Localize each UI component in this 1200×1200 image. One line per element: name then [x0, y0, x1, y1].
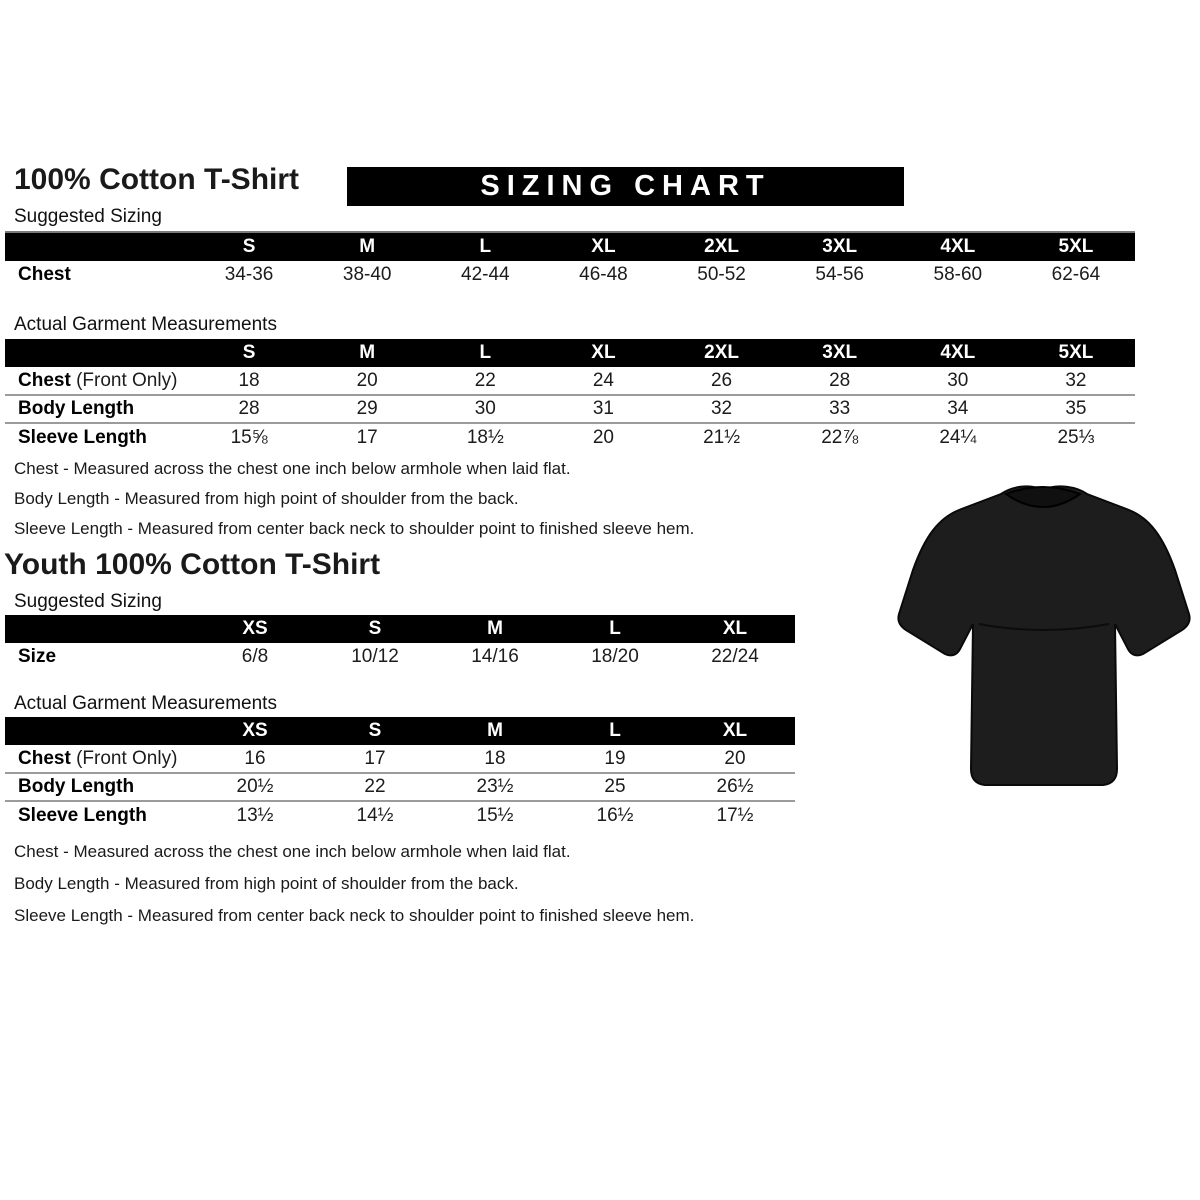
- column-header-3xl: 3XL: [781, 339, 899, 367]
- column-header-4xl: 4XL: [899, 233, 1017, 261]
- table-row: [5, 773, 795, 801]
- column-header-l: L: [555, 615, 675, 643]
- column-header-s: S: [190, 233, 308, 261]
- column-header-s: S: [190, 339, 308, 367]
- table-cell: 21½: [703, 426, 741, 448]
- table-cell: 46-48: [579, 264, 628, 285]
- column-header-xs: XS: [195, 615, 315, 643]
- table-cell: 18: [484, 747, 506, 769]
- table-cell: 13½: [236, 804, 274, 826]
- table-cell: 15½: [476, 804, 514, 826]
- column-header-xl: XL: [675, 615, 795, 643]
- table-cell: 19: [604, 747, 626, 769]
- table-cell: 18½: [466, 426, 504, 448]
- column-header-5xl: 5XL: [1017, 233, 1135, 261]
- measurement-note: Sleeve Length - Measured from center back neck to shoulder point to finished sleeve hem.: [14, 519, 695, 538]
- header-spacer: [5, 615, 195, 643]
- table-cell: 10/12: [351, 646, 399, 667]
- column-header-xs: XS: [195, 717, 315, 745]
- column-header-xl: XL: [544, 339, 662, 367]
- table-cell: 22: [474, 369, 496, 391]
- row-label: Chest (Front Only): [18, 369, 178, 391]
- table-cell: 16: [244, 747, 266, 769]
- sizing-chart-banner: [347, 167, 904, 206]
- table-cell: 28: [238, 398, 260, 419]
- table-cell: 15⅝: [230, 426, 268, 448]
- tshirt-body-shape: [898, 486, 1189, 785]
- table-row: [5, 261, 1135, 289]
- table-cell: 24¼: [939, 426, 977, 448]
- black-tshirt-image: [893, 468, 1193, 820]
- table-cell: 23½: [476, 776, 514, 797]
- tshirt-photo: [893, 468, 1193, 820]
- table-cell: 50-52: [697, 264, 746, 285]
- table-cell: 35: [1065, 398, 1087, 419]
- table-cell: 25⅓: [1057, 426, 1095, 448]
- table-row: [5, 745, 795, 773]
- table-cell: 26½: [716, 776, 754, 797]
- table-cell: 26: [710, 369, 733, 391]
- youth-actual-measurements-label: Actual Garment Measurements: [5, 693, 795, 720]
- column-header-2xl: 2XL: [663, 233, 781, 261]
- table-cell: 22/24: [711, 646, 759, 667]
- row-label: Body Length: [18, 398, 135, 419]
- table-cell: 14/16: [471, 646, 519, 667]
- page-title: 100% Cotton T-Shirt: [14, 163, 300, 196]
- table-cell: 24: [592, 369, 614, 391]
- measurement-note: Sleeve Length - Measured from center back neck to shoulder point to finished sleeve hem.: [14, 906, 695, 925]
- table-cell: 14½: [356, 804, 394, 826]
- table-cell: 22: [364, 776, 386, 797]
- table-cell: 31: [592, 398, 614, 419]
- header-spacer: [5, 339, 190, 367]
- header-row: [5, 717, 795, 745]
- header-row: [5, 233, 1135, 261]
- table-row: [5, 643, 795, 671]
- table-cell: 20: [356, 369, 378, 391]
- column-header-xl: XL: [544, 233, 662, 261]
- table-cell: 42-44: [461, 264, 510, 285]
- youth-suggested-sizing-label: Suggested Sizing: [5, 591, 795, 618]
- table-cell: 17: [364, 747, 386, 769]
- table-cell: 25: [604, 776, 626, 797]
- table-cell: 18: [238, 369, 260, 391]
- adult-actual-measurements-label: Actual Garment Measurements: [5, 314, 1135, 341]
- sizing-chart-banner-text: SIZING CHART: [480, 170, 771, 202]
- adult-measurement-notes: [14, 459, 694, 549]
- adult-suggested-sizing-table: [5, 233, 1135, 289]
- table-cell: 54-56: [815, 264, 864, 285]
- table-cell: 16½: [596, 804, 634, 826]
- column-header-l: L: [426, 233, 544, 261]
- table-cell: 29: [356, 398, 378, 419]
- row-label-suffix: (Front Only): [70, 369, 178, 391]
- table-cell: 28: [829, 369, 851, 391]
- table-cell: 20½: [236, 776, 274, 797]
- column-header-l: L: [426, 339, 544, 367]
- table-cell: 34-36: [224, 264, 274, 285]
- column-header-m: M: [308, 339, 426, 367]
- youth-title: Youth 100% Cotton T-Shirt: [4, 548, 381, 581]
- adult-suggested-sizing-label: Suggested Sizing: [5, 206, 1135, 233]
- adult-actual-measurements-table: [5, 339, 1135, 451]
- measurement-note: Body Length - Measured from high point of shoulder from the back.: [14, 874, 519, 893]
- column-header-xl: XL: [675, 717, 795, 745]
- row-label: Body Length: [18, 776, 135, 797]
- header-spacer: [5, 233, 190, 261]
- table-row: [5, 801, 795, 829]
- table-cell: 38-40: [342, 264, 392, 285]
- table-row: [5, 395, 1135, 423]
- table-cell: 34: [947, 398, 969, 419]
- youth-suggested-sizing-table: [5, 615, 795, 671]
- table-cell: 62-64: [1051, 264, 1101, 285]
- header-row: [5, 339, 1135, 367]
- measurement-note: Chest - Measured across the chest one inch below armhole when laid flat.: [14, 842, 571, 861]
- table-row: [5, 423, 1135, 451]
- column-header-3xl: 3XL: [781, 233, 899, 261]
- header-spacer: [5, 717, 195, 745]
- table-cell: 32: [1065, 369, 1087, 391]
- header-row: [5, 615, 795, 643]
- table-row: [5, 367, 1135, 395]
- measurement-note: Body Length - Measured from high point of shoulder from the back.: [14, 489, 519, 508]
- column-header-2xl: 2XL: [663, 339, 781, 367]
- table-cell: 18/20: [591, 646, 639, 667]
- column-header-m: M: [435, 615, 555, 643]
- row-label-suffix: (Front Only): [70, 747, 178, 769]
- table-cell: 30: [474, 398, 496, 419]
- column-header-m: M: [308, 233, 426, 261]
- table-cell: 6/8: [241, 646, 269, 667]
- table-cell: 33: [829, 398, 851, 419]
- row-label: Sleeve Length: [18, 426, 147, 448]
- measurement-note: Chest - Measured across the chest one inch below armhole when laid flat.: [14, 459, 571, 478]
- table-cell: 30: [947, 369, 969, 391]
- row-label: Chest: [18, 264, 71, 285]
- table-cell: 58-60: [933, 264, 983, 285]
- column-header-m: M: [435, 717, 555, 745]
- youth-measurement-notes: [14, 842, 694, 938]
- column-header-5xl: 5XL: [1017, 339, 1135, 367]
- row-label: Chest (Front Only): [18, 747, 178, 769]
- row-label: Sleeve Length: [18, 804, 147, 826]
- table-cell: 20: [724, 747, 746, 769]
- column-header-s: S: [315, 615, 435, 643]
- table-cell: 32: [710, 398, 733, 419]
- column-header-4xl: 4XL: [899, 339, 1017, 367]
- row-label: Size: [18, 646, 57, 667]
- column-header-s: S: [315, 717, 435, 745]
- table-cell: 17: [356, 426, 378, 448]
- table-cell: 20: [592, 426, 614, 448]
- table-cell: 22⅞: [821, 426, 859, 448]
- column-header-l: L: [555, 717, 675, 745]
- youth-actual-measurements-table: [5, 717, 795, 829]
- table-cell: 17½: [716, 804, 754, 826]
